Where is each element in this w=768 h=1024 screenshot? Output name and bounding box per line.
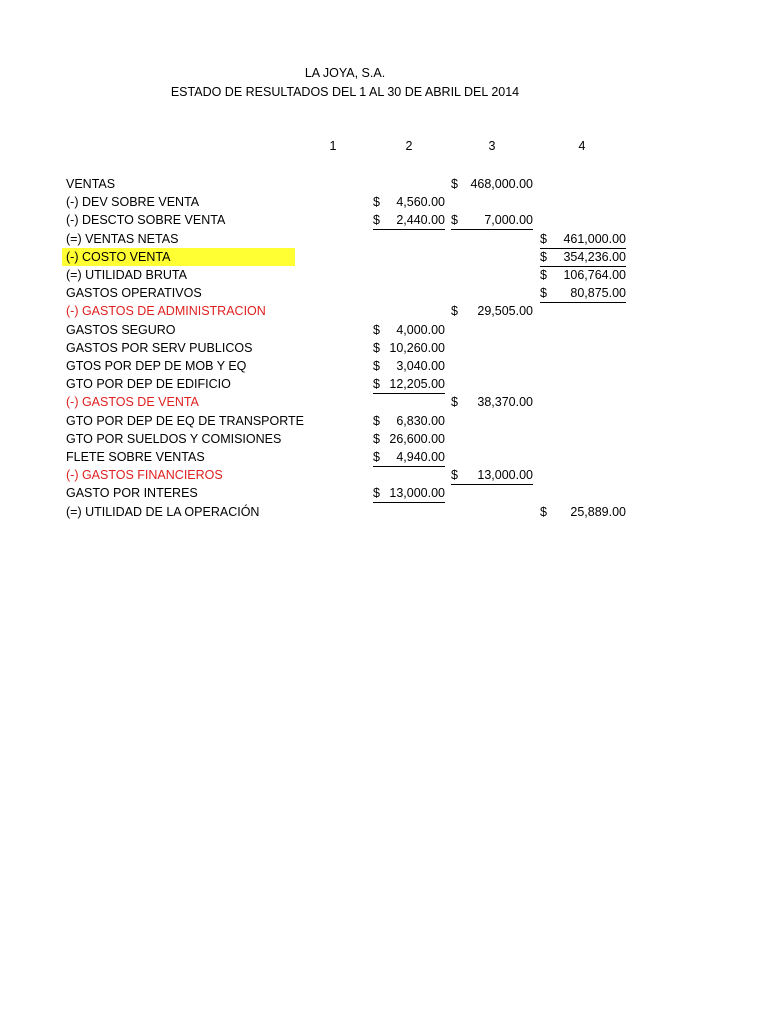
row-label: GASTOS OPERATIVOS — [66, 286, 202, 301]
amount-value: 12,205.00 — [389, 377, 445, 392]
amount-value: 6,830.00 — [396, 413, 445, 428]
table-row — [0, 339, 768, 357]
amount-value: 468,000.00 — [470, 177, 533, 191]
amount-value: 26,600.00 — [389, 431, 445, 446]
amount-value: 13,000.00 — [477, 468, 533, 483]
currency-symbol: $ — [540, 249, 547, 264]
currency-symbol: $ — [451, 395, 458, 410]
column-header-4: 4 — [578, 139, 586, 153]
currency-symbol: $ — [373, 431, 380, 446]
column-header-3: 3 — [488, 139, 496, 153]
currency-symbol: $ — [373, 340, 380, 355]
currency-symbol: $ — [373, 322, 380, 337]
row-label: (=) UTILIDAD DE LA OPERACIÓN — [66, 504, 260, 519]
row-label: (-) COSTO VENTA — [66, 249, 171, 264]
table-row — [0, 466, 768, 484]
currency-symbol: $ — [451, 304, 458, 319]
amount-value: 7,000.00 — [484, 213, 533, 228]
currency-symbol: $ — [373, 195, 380, 210]
amount-cell-2 — [373, 484, 445, 503]
amount-value: 3,040.00 — [396, 359, 445, 373]
amount-cell-2 — [373, 448, 445, 467]
row-label: (-) GASTOS DE VENTA — [66, 395, 199, 410]
row-label: (-) GASTOS DE ADMINISTRACION — [66, 304, 266, 319]
currency-symbol: $ — [373, 486, 380, 501]
amount-cell-4 — [540, 503, 626, 521]
row-label: GTO POR SUELDOS Y COMISIONES — [66, 431, 282, 446]
row-label: GTO POR DEP DE EQ DE TRANSPORTE — [66, 413, 305, 428]
currency-symbol: $ — [451, 177, 458, 191]
amount-cell-2 — [373, 357, 445, 375]
amount-cell-2 — [373, 339, 445, 357]
column-header-1: 1 — [329, 139, 337, 153]
currency-symbol: $ — [540, 504, 547, 519]
table-row — [0, 266, 768, 284]
row-label: GTOS POR DEP DE MOB Y EQ — [66, 359, 247, 373]
amount-cell-2 — [373, 321, 445, 339]
table-row — [0, 430, 768, 448]
table-row — [0, 248, 768, 266]
currency-symbol: $ — [540, 268, 547, 282]
currency-symbol: $ — [373, 413, 380, 428]
amount-value: 4,560.00 — [396, 195, 445, 210]
currency-symbol: $ — [540, 231, 547, 246]
table-row — [0, 230, 768, 248]
row-label: (=) VENTAS NETAS — [66, 231, 179, 246]
table-row — [0, 357, 768, 375]
row-label: (-) GASTOS FINANCIEROS — [66, 468, 223, 483]
amount-cell-4 — [540, 266, 626, 284]
currency-symbol: $ — [373, 377, 380, 392]
amount-value: 13,000.00 — [389, 486, 445, 501]
amount-cell-3 — [451, 211, 533, 230]
row-label: GTO POR DEP DE EDIFICIO — [66, 377, 231, 392]
column-header-2: 2 — [405, 139, 413, 153]
amount-cell-2 — [373, 412, 445, 430]
table-row — [0, 175, 768, 193]
amount-value: 4,940.00 — [396, 450, 445, 464]
table-row — [0, 302, 768, 320]
amount-value: 80,875.00 — [570, 286, 626, 301]
amount-cell-4 — [540, 284, 626, 303]
currency-symbol: $ — [451, 468, 458, 483]
row-label: VENTAS — [66, 177, 116, 191]
row-label: (=) UTILIDAD BRUTA — [66, 268, 187, 282]
amount-value: 29,505.00 — [477, 304, 533, 319]
table-row — [0, 375, 768, 393]
amount-cell-3 — [451, 466, 533, 485]
amount-value: 354,236.00 — [563, 249, 626, 264]
amount-value: 461,000.00 — [563, 231, 626, 246]
currency-symbol: $ — [373, 450, 380, 464]
amount-value: 106,764.00 — [563, 268, 626, 282]
amount-cell-2 — [373, 211, 445, 230]
table-row — [0, 448, 768, 466]
table-row — [0, 321, 768, 339]
amount-cell-3 — [451, 302, 533, 320]
table-row — [0, 412, 768, 430]
row-label: GASTOS SEGURO — [66, 322, 176, 337]
table-row — [0, 484, 768, 502]
currency-symbol: $ — [373, 213, 380, 228]
amount-cell-3 — [451, 175, 533, 193]
amount-cell-4 — [540, 248, 626, 267]
table-row — [0, 211, 768, 229]
amount-cell-3 — [451, 393, 533, 411]
currency-symbol: $ — [373, 359, 380, 373]
currency-symbol: $ — [540, 286, 547, 301]
row-label: (-) DESCTO SOBRE VENTA — [66, 213, 226, 228]
row-label: (-) DEV SOBRE VENTA — [66, 195, 200, 210]
row-label: FLETE SOBRE VENTAS — [66, 450, 205, 464]
amount-cell-4 — [540, 230, 626, 249]
amount-cell-2 — [373, 375, 445, 394]
statement-title: ESTADO DE RESULTADOS DEL 1 AL 30 DE ABRIL DEL 2014 — [170, 85, 520, 99]
row-label: GASTO POR INTERES — [66, 486, 198, 501]
amount-value: 4,000.00 — [396, 322, 445, 337]
table-row — [0, 284, 768, 302]
amount-cell-2 — [373, 430, 445, 448]
table-row — [0, 193, 768, 211]
currency-symbol: $ — [451, 213, 458, 228]
amount-value: 25,889.00 — [570, 504, 626, 519]
amount-cell-2 — [373, 193, 445, 211]
amount-value: 2,440.00 — [396, 213, 445, 228]
row-label: GASTOS POR SERV PUBLICOS — [66, 340, 253, 355]
amount-value: 10,260.00 — [389, 340, 445, 355]
table-row — [0, 393, 768, 411]
company-name: LA JOYA, S.A. — [304, 66, 386, 80]
table-row — [0, 503, 768, 521]
amount-value: 38,370.00 — [477, 395, 533, 410]
